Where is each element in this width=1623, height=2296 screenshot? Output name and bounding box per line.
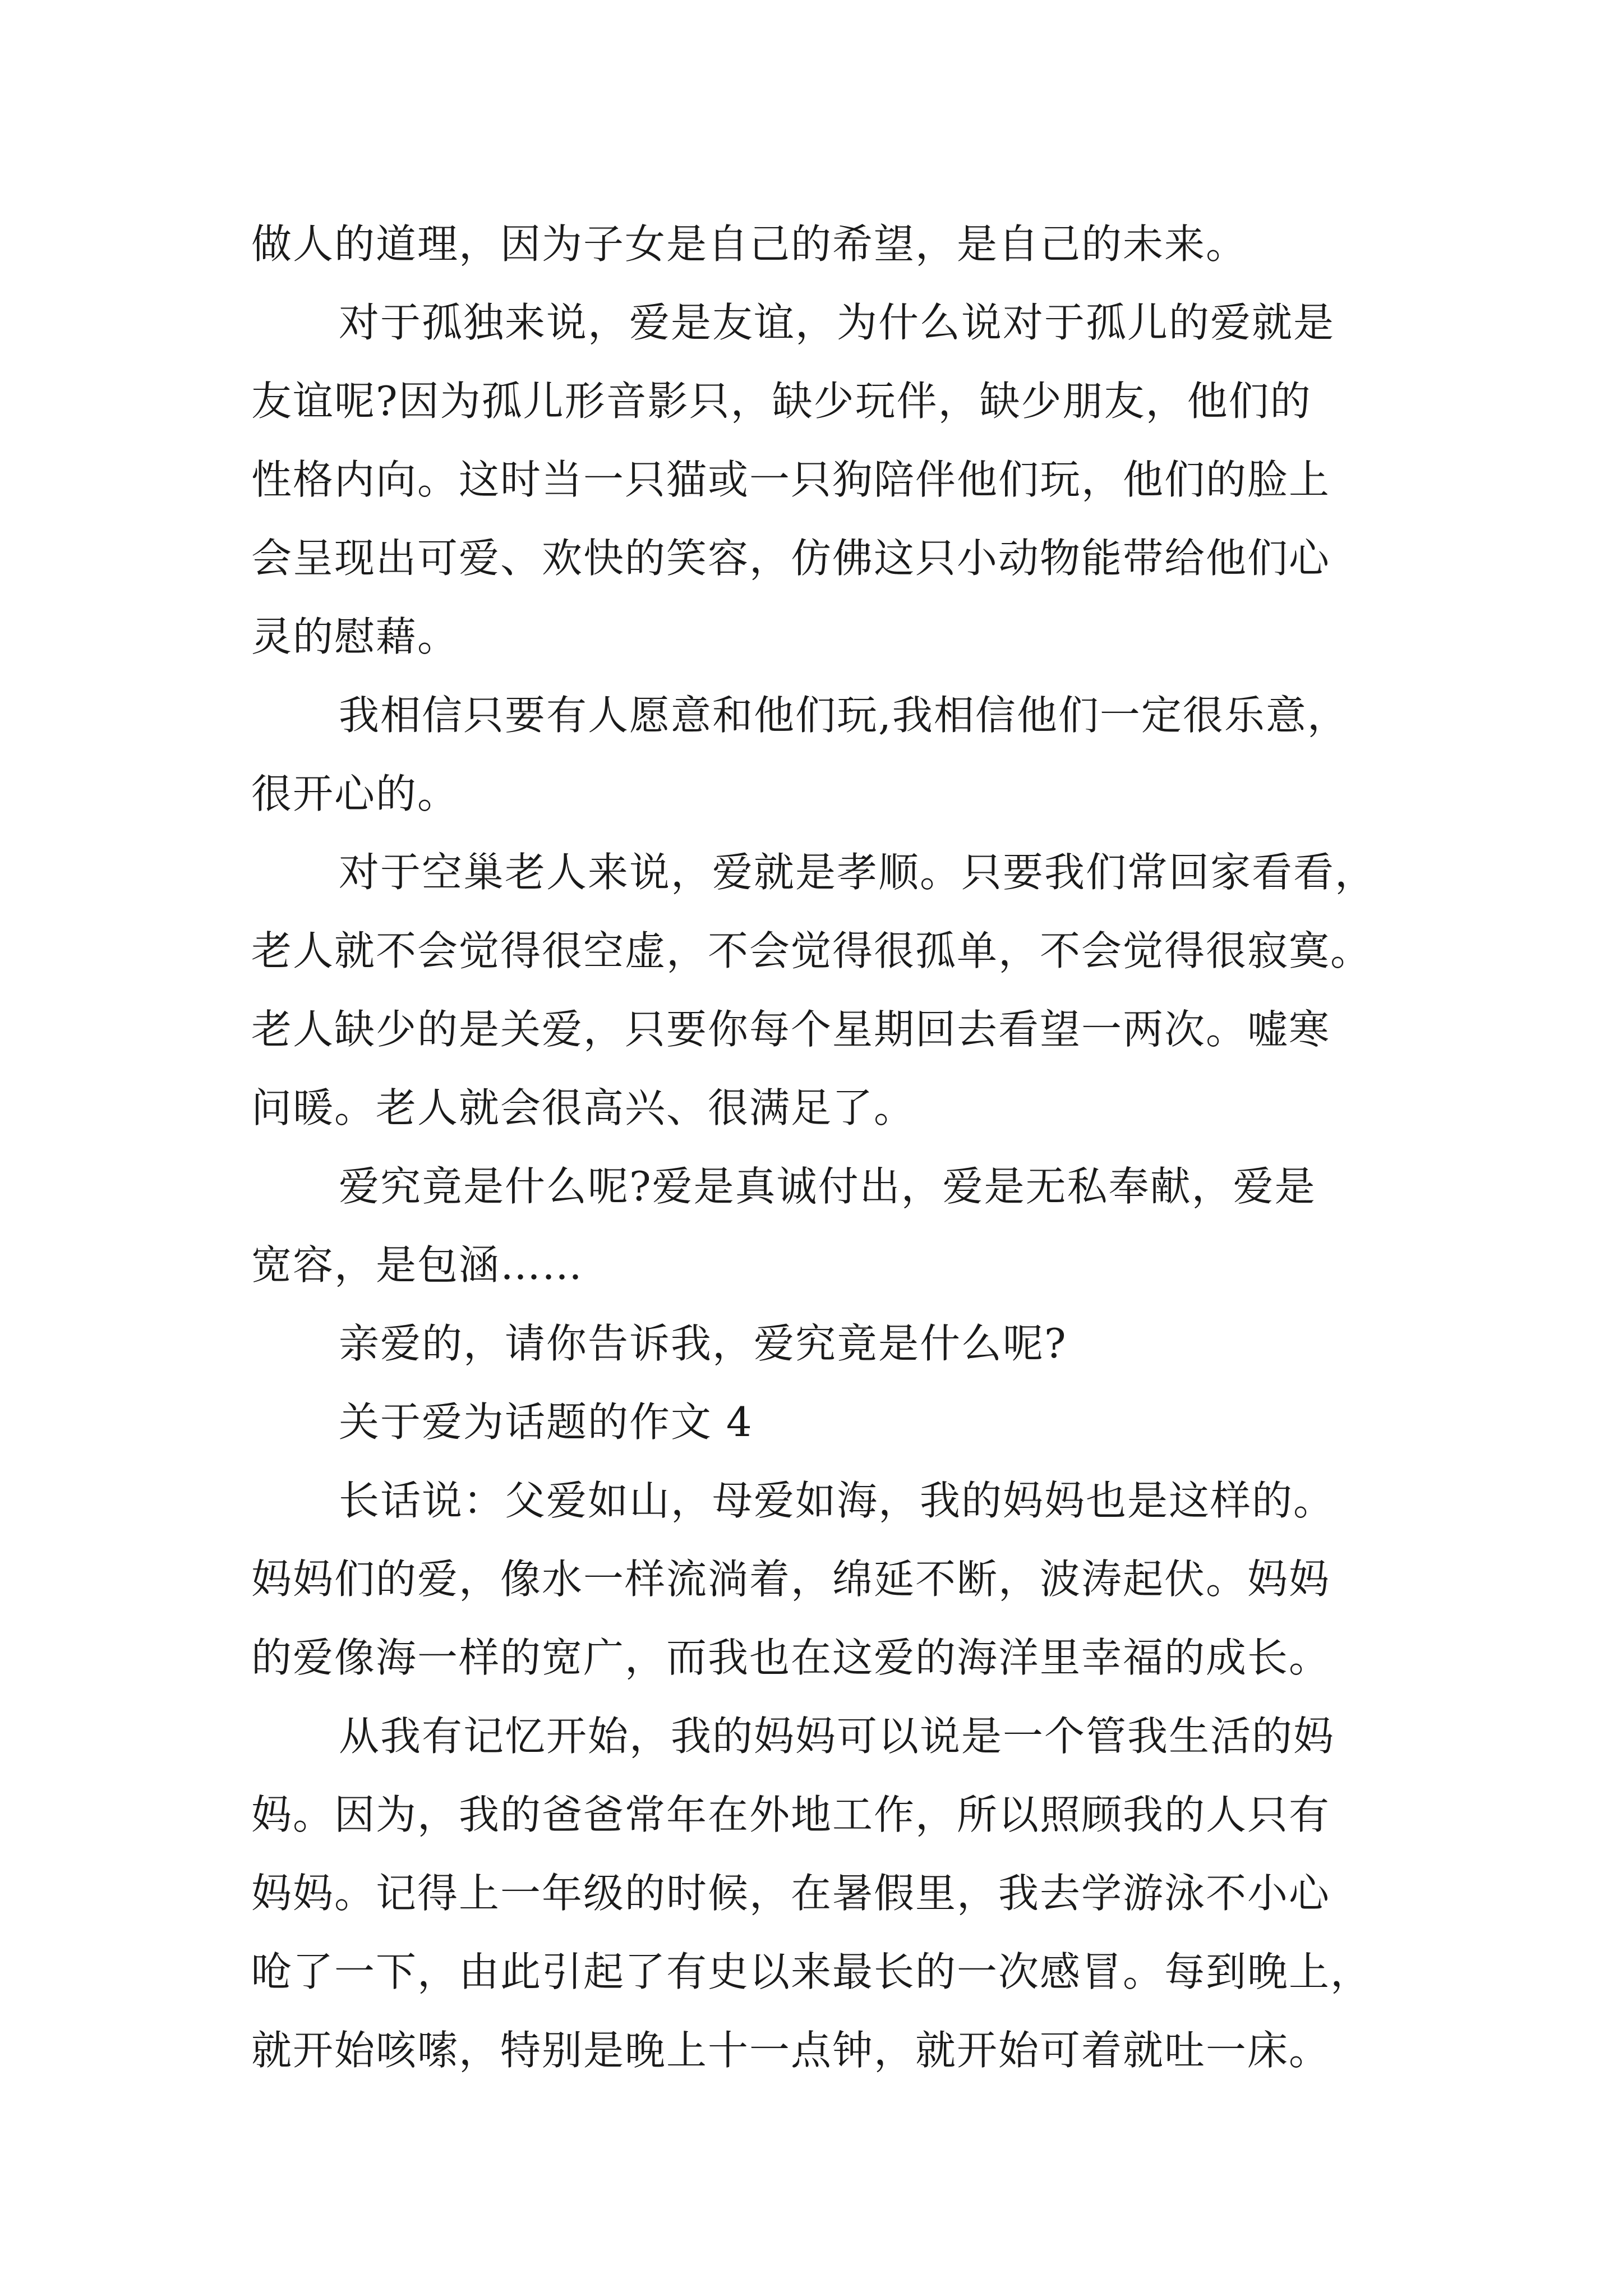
section-heading: 关于爱为话题的作文 4 bbox=[339, 1398, 753, 1446]
text-line: 就开始咳嗦，特别是晚上十一点钟，就开始可着就吐一床。 bbox=[251, 2027, 1331, 2074]
text-line: 老人缺少的是关爱，只要你每个星期回去看望一两次。嘘寒 bbox=[251, 1006, 1331, 1053]
text-line: 做人的道理，因为子女是自己的希望，是自己的未来。 bbox=[251, 220, 1248, 268]
text-line: 问暖。老人就会很高兴、很满足了。 bbox=[251, 1084, 916, 1131]
text-line: 友谊呢?因为孤儿形音影只，缺少玩伴，缺少朋友，他们的 bbox=[251, 378, 1312, 425]
text-line: 宽容，是包涵…… bbox=[251, 1241, 584, 1289]
text-line: 妈。因为，我的爸爸常年在外地工作，所以照顾我的人只有 bbox=[251, 1791, 1331, 1838]
body-text bbox=[251, 205, 1395, 2090]
text-line: 灵的慰藉。 bbox=[251, 613, 459, 660]
text-line: 会呈现出可爱、欢快的笑容，仿佛这只小动物能带给他们心 bbox=[251, 535, 1331, 582]
text-line: 从我有记忆开始，我的妈妈可以说是一个管我生活的妈 bbox=[339, 1713, 1335, 1760]
text-line: 很开心的。 bbox=[251, 770, 459, 817]
text-line: 妈妈。记得上一年级的时候，在暑假里，我去学游泳不小心 bbox=[251, 1870, 1331, 1917]
text-line: 妈妈们的爱，像水一样流淌着，绵延不断，波涛起伏。妈妈 bbox=[251, 1556, 1331, 1603]
text-line: 长话说：父爱如山，母爱如海，我的妈妈也是这样的。 bbox=[339, 1477, 1335, 1524]
text-line: 的爱像海一样的宽广，而我也在这爱的海洋里幸福的成长。 bbox=[251, 1634, 1331, 1681]
text-line: 性格内向。这时当一只猫或一只狗陪伴他们玩，他们的脸上 bbox=[251, 456, 1331, 503]
text-line: 老人就不会觉得很空虚，不会觉得很孤单，不会觉得很寂寞。 bbox=[251, 927, 1372, 974]
text-line: 亲爱的，请你告诉我，爱究竟是什么呢? bbox=[339, 1320, 1067, 1367]
text-line: 呛了一下，由此引起了有史以来最长的一次感冒。每到晚上， bbox=[251, 1948, 1372, 1995]
text-line: 爱究竟是什么呢?爱是真诚付出，爱是无私奉献，爱是 bbox=[339, 1163, 1316, 1210]
text-line: 我相信只要有人愿意和他们玩,我相信他们一定很乐意， bbox=[339, 692, 1349, 739]
text-line: 对于空巢老人来说，爱就是孝顺。只要我们常回家看看， bbox=[339, 849, 1377, 896]
text-line: 对于孤独来说，爱是友谊，为什么说对于孤儿的爱就是 bbox=[339, 299, 1335, 346]
